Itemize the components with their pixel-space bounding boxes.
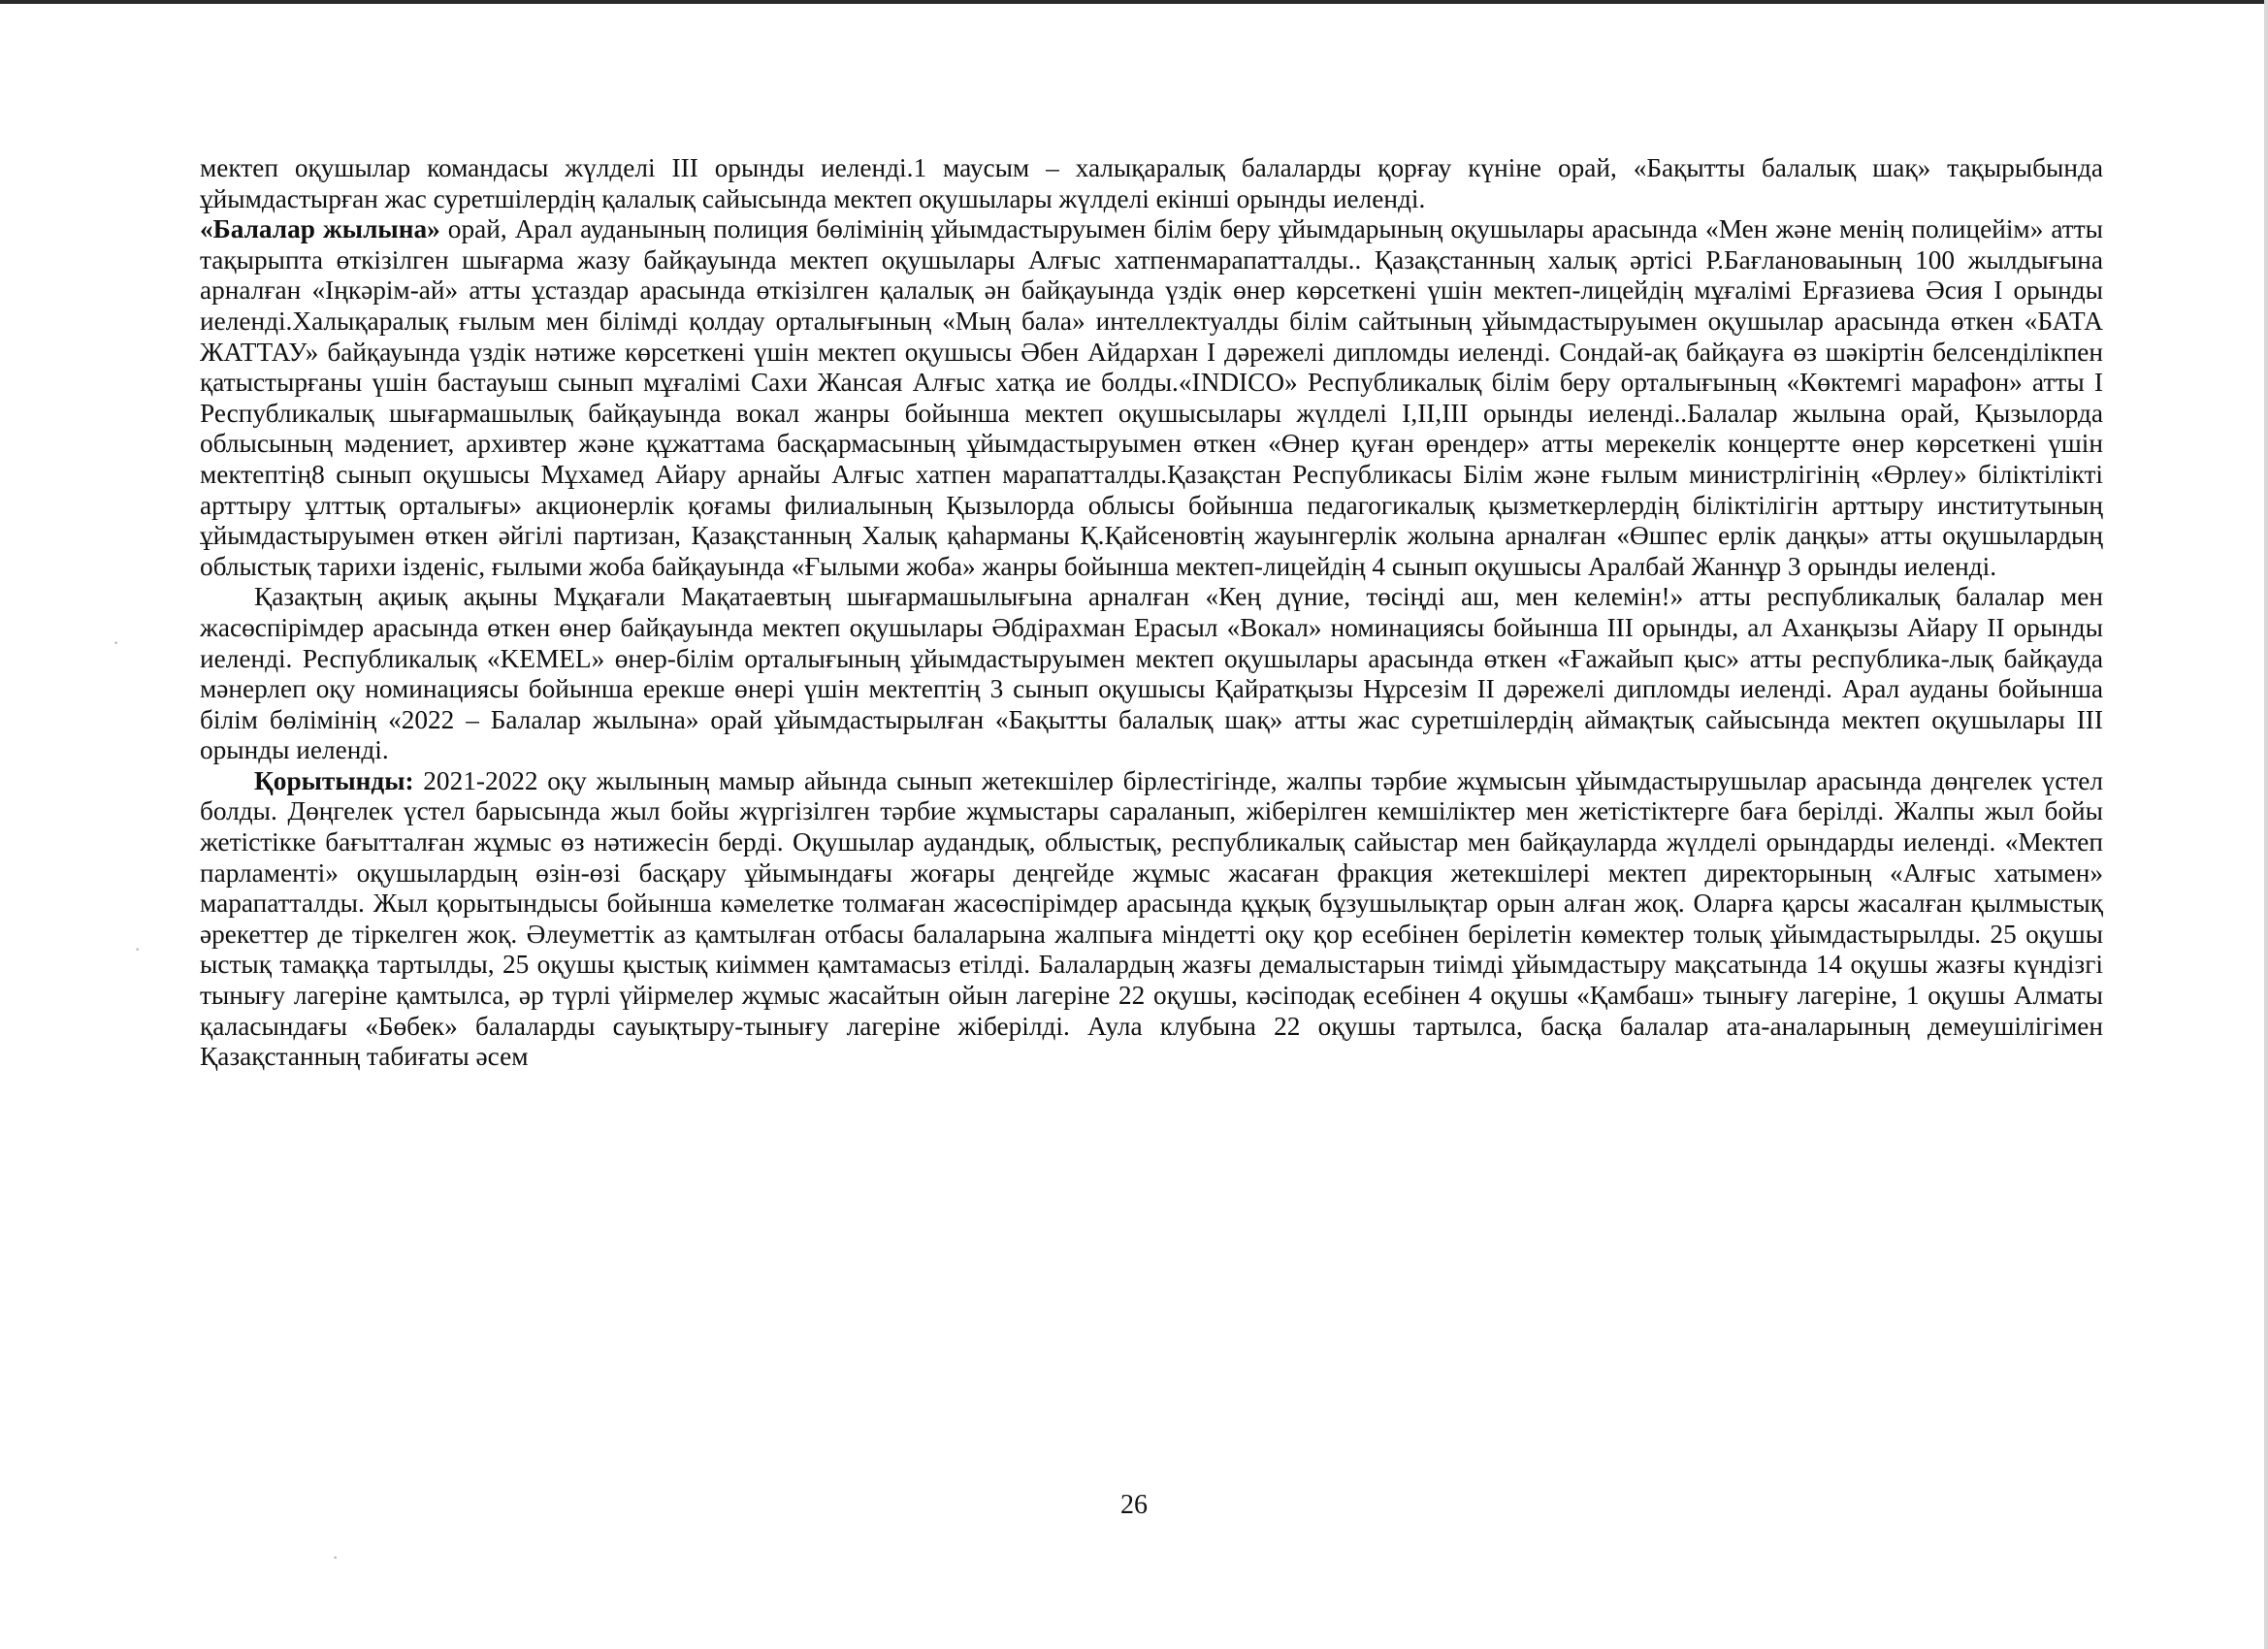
page-number: 26: [1120, 1490, 1148, 1520]
paragraph-1: [200, 153, 2103, 214]
paragraph-heading: Қорытынды:: [254, 765, 414, 795]
paragraph-2: [200, 214, 2103, 582]
paragraph-conclusion: [200, 766, 2103, 1073]
scan-right-edge: [2264, 0, 2268, 1649]
scan-speck: ·: [134, 937, 142, 961]
paragraph-text: Қазақтың ақиық ақыны Мұқағали Мақатаевтың шығармашылығына арналған «Кең дүние, төсіңді аш, мен келемін!» атты республикалық балалар мен жасөспірімдер арасында өткен өнер байқауында мектеп оқушылары Әбдірахман Ерасыл «Вокал» номинациясы бойынша ІІІ орынды, ал Аханқызы Айару ІІ орынды иеленді. Республикалық «KEMEL» өнер-білім орталығының ұйымдастыруымен мектеп оқушылары арасында өткен «Ғажайып қыс» атты республика-лық байқауда мәнерлеп оқу номинациясы бойынша ерекше өнері үшін мектептің 3 сынып оқушысы Қайратқызы Нұрсезім ІІ дәрежелі дипломды иеленді. Арал ауданы бойынша білім бөлімінің «2022 – Балалар жылына» орай ұйымдастырылған «Бақытты балалық шақ» атты жас суретшілердің аймақтық сайысында мектеп оқушылары ІІІ орынды иеленді.: [200, 582, 2103, 765]
paragraph-3: [200, 582, 2103, 766]
document-body: [200, 153, 2103, 1506]
paragraph-heading: «Балалар жылына»: [200, 214, 440, 244]
scan-speck: ·: [332, 1545, 340, 1569]
paragraph-text: мектеп оқушылар командасы жүлделі ІІІ орынды иеленді.1 маусым – халықаралық балаларды қорғау күніне орай, «Бақытты балалық шақ» тақырыбында ұйымдастырған жас суретшілердің қалалық сайысында мектеп оқушылары жүлделі екінші орынды иеленді.: [200, 153, 2103, 213]
paragraph-text: 2021-2022 оқу жылының мамыр айында сынып жетекшілер бірлестігінде, жалпы тәрбие жұмысын ұйымдастырушылар арасында дөңгелек үстел болды. Дөңгелек үстел барысында жыл бойы жүргізілген тәрбие жұмыстары сараланып, жіберілген кемшіліктер мен жетістіктерге баға берілді. Жалпы жыл бойы жетістікке бағытталған жұмыс өз нәтижесін берді. Оқушылар аудандық, облыстық, республикалық сайыстар мен байқауларда жүлделі орындарды иеленді. «Мектеп парламенті» оқушылардың өзін-өзі басқару ұйымындағы жоғары деңгейде жұмыс жасаған фракция жетекшілері мектеп директорының «Алғыс хатымен» марапатталды. Жыл қорытындысы бойынша кәмелетке толмаған жасөспірімдер арасында құқық бұзушылықтар орын алған жоқ. Оларға қарсы жасалған қылмыстық әрекеттер де тіркелген жоқ. Әлеуметтік аз қамтылған отбасы балаларына жалпыға міндетті оқу қор есебінен берілетін көмектер толық ұйымдастырылды. 25 оқушы ыстық тамаққа тартылды, 25 оқушы қыстық киіммен қамтамасыз етілді. Балалардың жазғы демалыстарын тиімді ұйымдастыру мақсатында 14 оқушы жазғы күндізгі тынығу лагеріне қамтылса, әр түрлі үйірмелер жұмыс жасайтын ойын лагеріне 22 оқушы, кәсіподақ есебінен 4 оқушы «Қамбаш» тынығу лагеріне, 1 оқушы Алматы қаласындағы «Бөбек» балаларды сауықтыру-тынығу лагеріне жіберілді. Аула клубына 22 оқушы тартылса, басқа балалар ата-аналарының демеушілігімен Қазақстанның табиғаты әсем: [200, 765, 2103, 1072]
scan-speck: ·: [113, 630, 120, 655]
paragraph-text: орай, Арал ауданының полиция бөлімінің ұйымдастыруымен білім беру ұйымдарының оқушылары арасында «Мен және менің полицейім» атты тақырыпта өткізілген шығарма жазу байқауында мектеп оқушылары Алғыс хатпенмарапатталды.. Қазақстанның халық әртісі Р.Бағлановаының 100 жылдығына арналған «Іңкәрім-ай» атты ұстаздар арасында өткізілген қалалық ән байқауында үздік өнер көрсеткені үшін мектеп-лицейдің мұғалімі Ерғазиева Әсия І орынды иеленді.Халықаралық ғылым мен білімді қолдау орталығының «Мың бала» интеллектуалды білім сайтының ұйымдастыруымен оқушылар арасында өткен «БАТА ЖАТТАУ» байқауында үздік нәтиже көрсеткені үшін мектеп оқушысы Әбен Айдархан І дәрежелі дипломды иеленді. Сондай-ақ байқауға өз шәкіртін белсенділікпен қатыстырғаны үшін бастауыш сынып мұғалімі Сахи Жансая Алғыс хатқа ие болды.«INDICO» Республикалық білім беру орталығының «Көктемгі марафон» атты І Республикалық шығармашылық байқауында вокал жанры бойынша мектеп оқушысылары жүлделі І,ІІ,ІІІ орынды иеленді..Балалар жылына орай, Қызылорда облысының мәдениет, архивтер және құжаттама басқармасының ұйымдастыруымен өткен «Өнер қуған өрендер» атты мерекелік концертте өнер көрсеткені үшін мектептің8 сынып оқушысы Мұхамед Айару арнайы Алғыс хатпен марапатталды.Қазақстан Республикасы Білім және ғылым министрлігінің «Өрлеу» біліктілікті арттыру ұлттық орталығы» акционерлік қоғамы филиалының Қызылорда облысы бойынша педагогикалық қызметкерлердің біліктілігін арттыру институтының ұйымдастыруымен өткен әйгілі партизан, Қазақстанның Халық қаһарманы Қ.Қайсеновтің жауынгерлік жолына арналған «Өшпес ерлік даңқы» атты оқушылардың облыстық тарихи ізденіс, ғылыми жоба байқауында «Ғылыми жоба» жанры бойынша мектеп-лицейдің 4 сынып оқушысы Аралбай Жаннұр 3 орынды иеленді.: [200, 214, 2103, 581]
scan-top-edge: [0, 0, 2268, 4]
